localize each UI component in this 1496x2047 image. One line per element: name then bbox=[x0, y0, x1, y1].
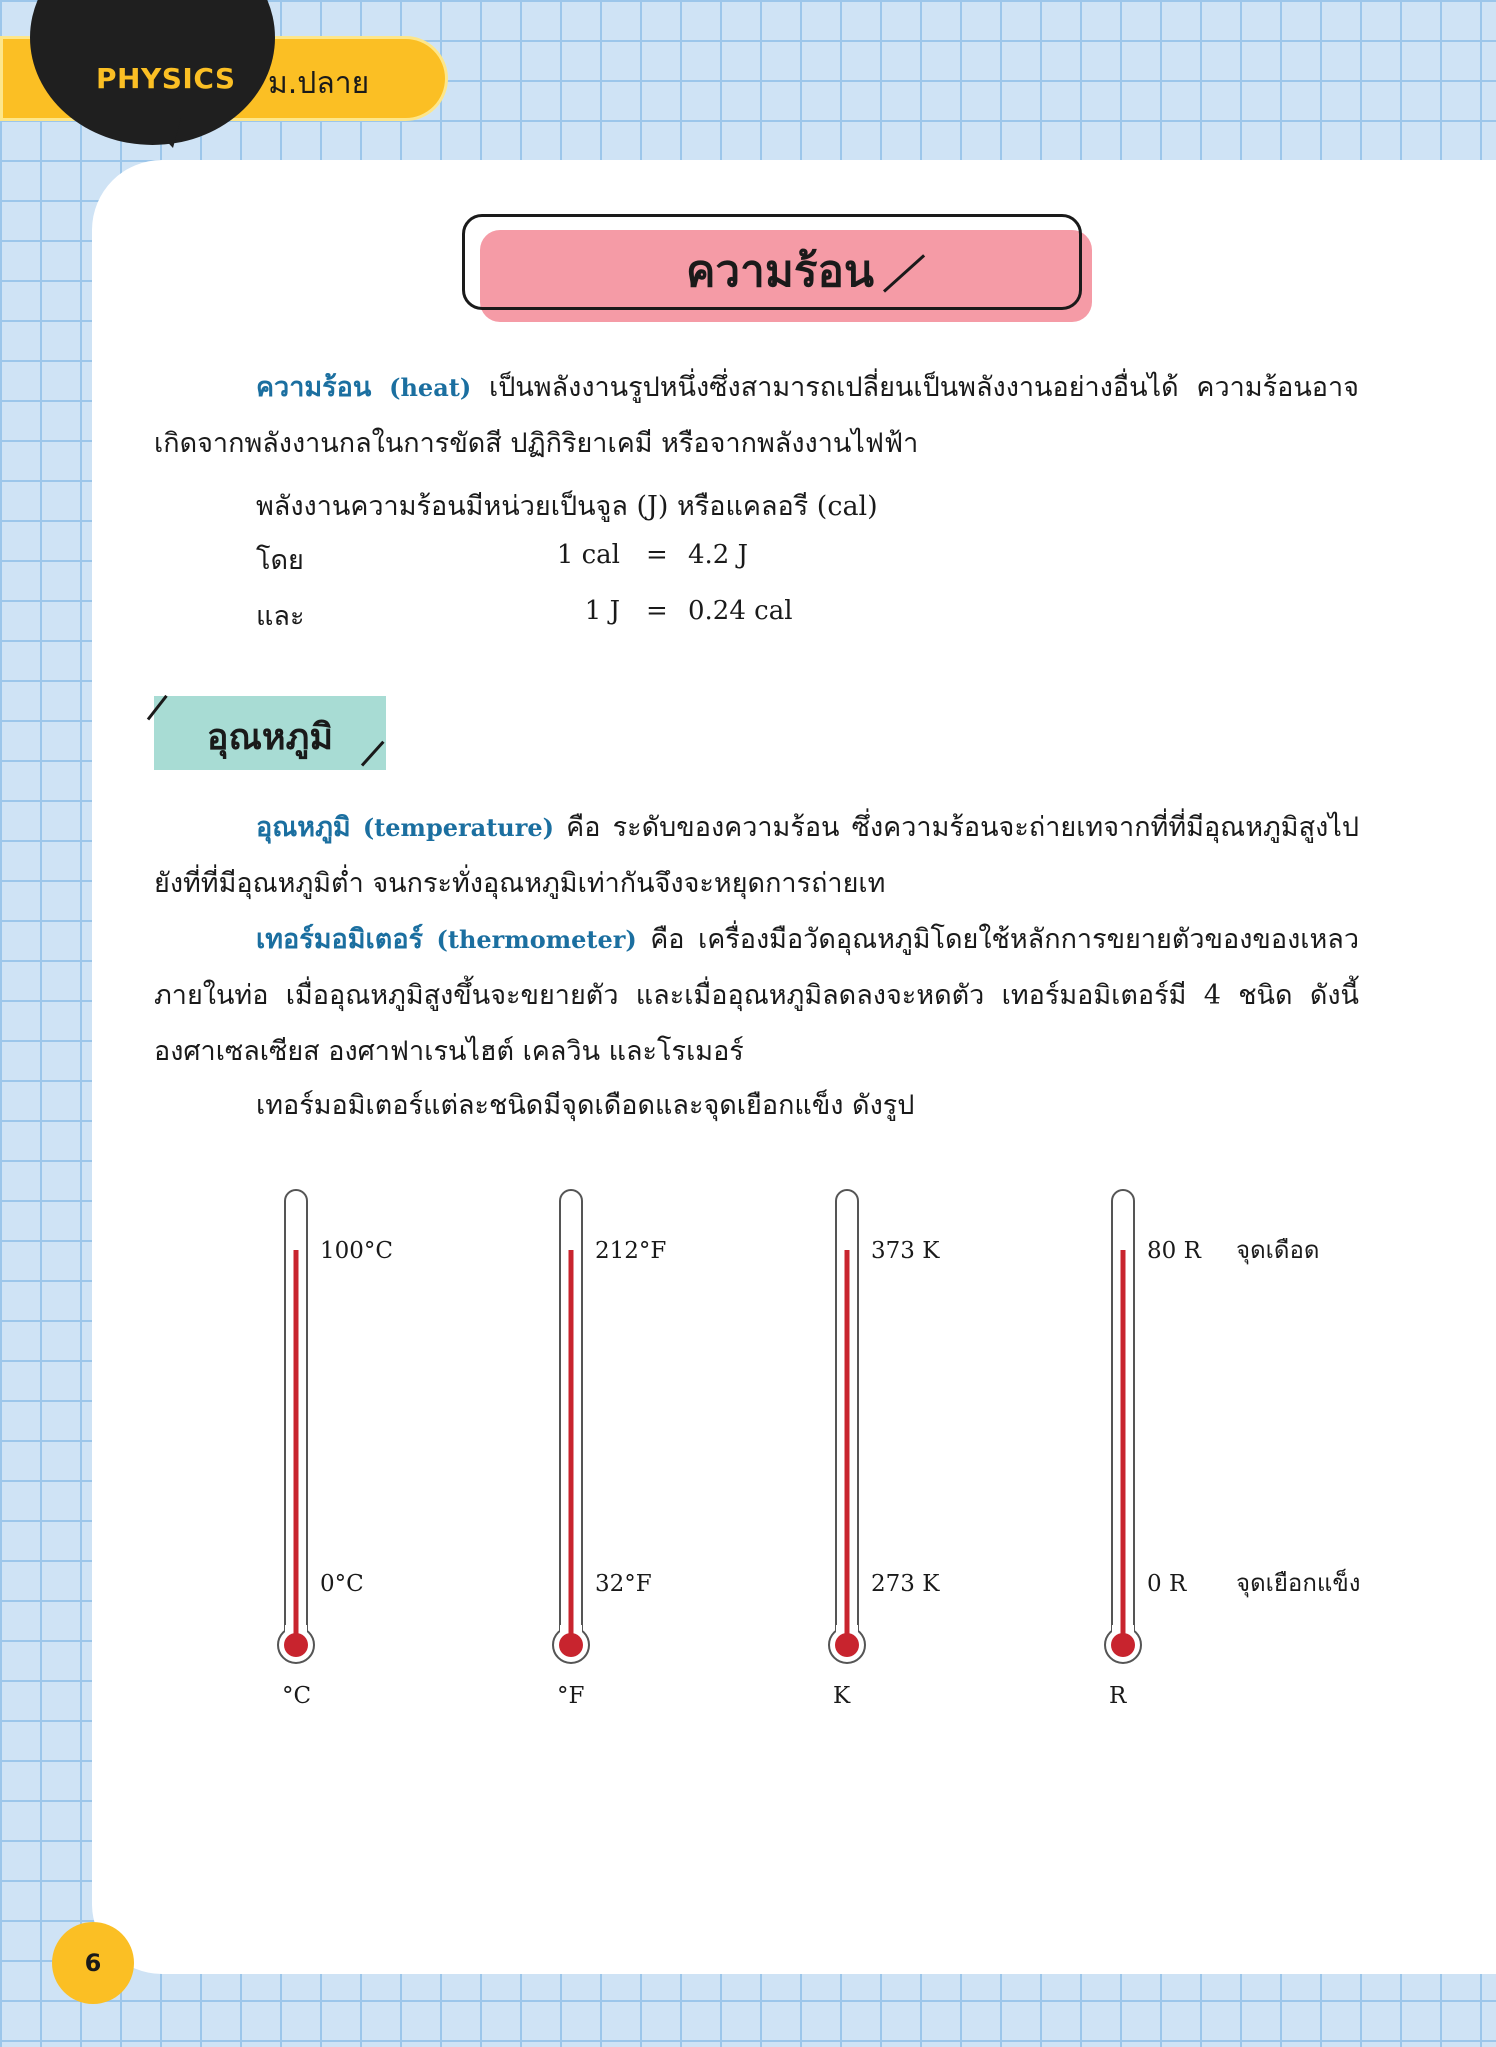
temperature-paragraph bbox=[154, 800, 1359, 912]
thermometer-unit-label: °F bbox=[557, 1683, 585, 1709]
thermometer-unit-label: °C bbox=[282, 1683, 312, 1709]
thermometer-unit-label: R bbox=[1109, 1683, 1127, 1709]
thermometer-unit-label: K bbox=[833, 1683, 851, 1709]
temperature-heading-box bbox=[154, 696, 386, 770]
equation-lhs: 1 J bbox=[584, 596, 620, 626]
header-bubble-tail bbox=[145, 118, 181, 148]
thermometer-bulb bbox=[559, 1633, 583, 1657]
thermometer-bulb bbox=[1111, 1633, 1135, 1657]
title-box bbox=[462, 214, 1098, 326]
boiling-point-label: 100°C bbox=[320, 1238, 393, 1264]
heat-term-en: (heat) bbox=[389, 373, 472, 402]
boiling-point-label: 212°F bbox=[595, 1238, 667, 1264]
equation-lhs: 1 cal bbox=[556, 540, 620, 570]
thermometer-term-en: (thermometer) bbox=[436, 925, 637, 954]
temperature-heading: อุณหภูมิ bbox=[206, 717, 334, 758]
header-level: ม.ปลาย bbox=[268, 66, 370, 101]
equation-rhs: 4.2 J bbox=[688, 540, 749, 570]
heat-term: ความร้อน bbox=[256, 372, 372, 403]
freezing-point-caption: จุดเยือกแข็ง bbox=[1236, 1569, 1361, 1597]
header-subject: PHYSICS bbox=[96, 62, 236, 95]
heat-unit-line: พลังงานความร้อนมีหน่วยเป็นจูล (J) หรือแคลอรี (cal) bbox=[256, 491, 878, 522]
equation-sign: = bbox=[646, 596, 668, 626]
freezing-point-label: 32°F bbox=[595, 1571, 652, 1597]
page-number: 6 bbox=[52, 1922, 134, 2004]
thermometer-text: คือ เครื่องมือวัดอุณหภูมิโดยใช้หลักการขยายตัวของของเหลวภายในท่อ เมื่ออุณหภูมิสูงขึ้นจะขยายตัว และเมื่ออุณหภูมิลดลงจะหดตัว เทอร์มอมิเตอร์มี 4 ชนิด ดังนี้ องศาเซลเซียส องศาฟาเรนไฮต์ เคลวิน และโรเมอร์ bbox=[154, 924, 1359, 1067]
equation-rhs: 0.24 cal bbox=[688, 596, 793, 626]
thermometer-bulb bbox=[284, 1633, 308, 1657]
boiling-point-label: 80 R bbox=[1147, 1238, 1201, 1264]
page-title: ความร้อน bbox=[686, 246, 874, 297]
freezing-point-label: 273 K bbox=[871, 1571, 940, 1597]
thermometer-diagram bbox=[0, 1170, 1496, 1730]
thermometer-term: เทอร์มอมิเตอร์ bbox=[256, 924, 424, 955]
equation-word: และ bbox=[256, 601, 305, 632]
temperature-term-en: (temperature) bbox=[362, 813, 554, 842]
figure-intro: เทอร์มอมิเตอร์แต่ละชนิดมีจุดเดือดและจุดเยือกแข็ง ดังรูป bbox=[256, 1090, 915, 1121]
heat-text: เป็นพลังงานรูปหนึ่งซึ่งสามารถเปลี่ยนเป็นพลังงานอย่างอื่นได้ ความร้อนอาจเกิดจากพลังงานกลในการขัดสี ปฏิกิริยาเคมี หรือจากพลังงานไฟฟ้า bbox=[154, 372, 1359, 459]
heat-paragraph bbox=[154, 360, 1359, 472]
temperature-text: คือ ระดับของความร้อน ซึ่งความร้อนจะถ่ายเทจากที่ที่มีอุณหภูมิสูงไปยังที่ที่มีอุณหภูมิต่ำ จนกระทั่งอุณหภูมิเท่ากันจึงจะหยุดการถ่ายเท bbox=[154, 812, 1359, 899]
temperature-term: อุณหภูมิ bbox=[256, 812, 351, 843]
equation-sign: = bbox=[646, 540, 668, 570]
freezing-point-label: 0 R bbox=[1147, 1571, 1187, 1597]
freezing-point-label: 0°C bbox=[320, 1571, 364, 1597]
boiling-point-caption: จุดเดือด bbox=[1236, 1236, 1320, 1264]
thermometer-bulb bbox=[835, 1633, 859, 1657]
thermometer-paragraph bbox=[154, 912, 1359, 1080]
thermometer-figure bbox=[0, 1170, 1496, 1730]
equation-word: โดย bbox=[256, 545, 304, 576]
boiling-point-label: 373 K bbox=[871, 1238, 940, 1264]
